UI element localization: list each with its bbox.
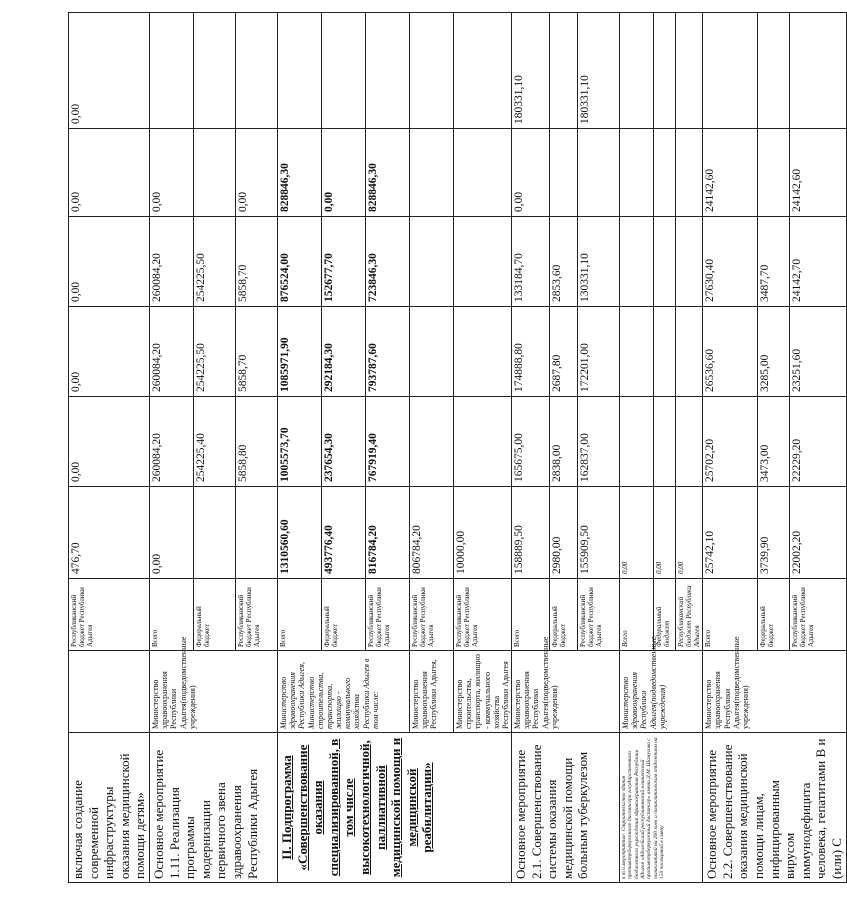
amount-cell: 5858,70	[235, 217, 277, 307]
amount-cell	[676, 397, 703, 487]
funding-source-cell: Федеральный бюджет	[757, 579, 790, 651]
amount-cell	[235, 13, 277, 129]
amount-cell: 876524,00	[277, 217, 321, 307]
amount-cell	[409, 397, 453, 487]
amount-cell: 24142,60	[703, 129, 757, 217]
amount-cell	[193, 487, 235, 579]
amount-cell: 828846,30	[277, 129, 321, 217]
funding-source-cell: Республиканский бюджет Республики Адыгея	[790, 579, 846, 651]
amount-cell: 2687,80	[550, 307, 578, 397]
amount-cell	[676, 129, 703, 217]
amount-cell: 25742,10	[703, 487, 757, 579]
amount-cell	[578, 129, 620, 217]
amount-cell: 0,00	[512, 129, 550, 217]
amount-cell	[550, 129, 578, 217]
executor-cell: Министерство здравоохранения Республики Адыгея,	[409, 651, 453, 733]
amount-cell: 22002,20	[790, 487, 846, 579]
funding-source-cell: Республиканский бюджет Республики Адыгея	[453, 579, 511, 651]
amount-cell: 806784,20	[409, 487, 453, 579]
amount-cell: 723846,30	[365, 217, 409, 307]
amount-cell: 0,00	[654, 487, 676, 579]
program-name-cell: в т.ч.мероприятие: Строительство здания противотуберкулезного диспансера государственного бюджетного учреждения здравоохранения Республики Адыгея «Адыгейский республиканский клинический противотуберкулезный диспансер» имени Д.М. Шамугова с поликлиникой на 200 коек и поликлиническим отделением на 150 посещений в смену	[620, 733, 703, 883]
amount-cell: 0,00	[69, 307, 150, 397]
amount-cell: 158889,50	[512, 487, 550, 579]
funding-source-cell: Федеральный бюджет	[654, 579, 676, 651]
amount-cell: 0,00	[676, 487, 703, 579]
amount-cell: 24142,70	[790, 217, 846, 307]
table-row	[277, 13, 321, 883]
amount-cell	[409, 13, 453, 129]
table-row	[512, 13, 550, 883]
amount-cell: 0,00	[69, 397, 150, 487]
funding-source-cell: Всего	[149, 579, 193, 651]
program-name-cell: Основное мероприятие 1.11. Реализация программы модернизации первичного звена здравоохранения Республики Адыгея	[149, 733, 277, 883]
amount-cell: 254225,50	[193, 217, 235, 307]
amount-cell: 0,00	[69, 129, 150, 217]
amount-cell	[409, 217, 453, 307]
executor-cell: Министерство здравоохранения Республики Адыгея(подведомственные учреждения)	[703, 651, 846, 733]
funding-source-cell: Всего	[277, 579, 321, 651]
amount-cell: 180331,10	[512, 13, 550, 129]
amount-cell: 2838,00	[550, 397, 578, 487]
amount-cell	[620, 129, 654, 217]
funding-source-cell: Всего	[512, 579, 550, 651]
amount-cell: 1310560,60	[277, 487, 321, 579]
funding-source-cell: Республиканский бюджет Республики Адыгея	[578, 579, 620, 651]
amount-cell: 3739,90	[757, 487, 790, 579]
program-name-cell: включая создание современной инфраструктуры оказания медицинской помощи детям»	[69, 733, 150, 883]
amount-cell	[654, 397, 676, 487]
funding-source-cell: Федеральный бюджет	[193, 579, 235, 651]
program-name-cell: Основное мероприятие 2.2. Совершенствование оказания медицинской помощи лицам, инфицированным вирусом иммунодефицита человека, гепатитами B и (или) C	[703, 733, 846, 883]
budget-table	[68, 12, 847, 883]
amount-cell	[453, 307, 511, 397]
amount-cell	[453, 13, 511, 129]
amount-cell: 5858,80	[235, 397, 277, 487]
funding-source-cell: Республиканский бюджет Республики Адыгея	[365, 579, 409, 651]
amount-cell: 254225,40	[193, 397, 235, 487]
amount-cell: 260084,20	[149, 307, 193, 397]
amount-cell	[321, 13, 365, 129]
amount-cell: 25702,20	[703, 397, 757, 487]
amount-cell	[193, 13, 235, 129]
funding-source-cell: Республиканский бюджет Республики Адыгея	[676, 579, 703, 651]
table-row	[149, 13, 193, 883]
executor-cell: Министерство строительства, транспорта, жилищно - коммунального хозяйства Республики Адыгея	[453, 651, 511, 733]
amount-cell: 22229,20	[790, 397, 846, 487]
amount-cell: 130331,10	[578, 217, 620, 307]
amount-cell	[790, 13, 846, 129]
table-row	[69, 13, 150, 883]
amount-cell	[620, 217, 654, 307]
executor-cell: Министерство здравоохранения Республики Адыгея(подведомственные учреждения)	[149, 651, 277, 733]
amount-cell: 152677,70	[321, 217, 365, 307]
amount-cell: 476,70	[69, 487, 150, 579]
amount-cell	[235, 487, 277, 579]
amount-cell	[365, 13, 409, 129]
funding-source-cell: Республиканский бюджет Республики Адыгея	[409, 579, 453, 651]
amount-cell	[149, 13, 193, 129]
amount-cell: 133184,70	[512, 217, 550, 307]
amount-cell: 162837,00	[578, 397, 620, 487]
amount-cell: 2980,00	[550, 487, 578, 579]
amount-cell	[453, 217, 511, 307]
executor-cell: Министерство здравоохранения Республики Адыгея(подведомственные учреждения)	[620, 651, 703, 733]
amount-cell: 180331,10	[578, 13, 620, 129]
table-row	[703, 13, 757, 883]
amount-cell: 0,00	[235, 129, 277, 217]
amount-cell: 1085971,90	[277, 307, 321, 397]
amount-cell	[654, 307, 676, 397]
amount-cell: 27630,40	[703, 217, 757, 307]
amount-cell	[453, 129, 511, 217]
amount-cell: 0,00	[321, 129, 365, 217]
amount-cell: 0,00	[69, 217, 150, 307]
amount-cell: 816784,20	[365, 487, 409, 579]
amount-cell: 26536,60	[703, 307, 757, 397]
amount-cell: 0,00	[620, 487, 654, 579]
amount-cell: 493776,40	[321, 487, 365, 579]
amount-cell	[193, 129, 235, 217]
amount-cell	[757, 13, 790, 129]
amount-cell: 2853,60	[550, 217, 578, 307]
executor-cell	[69, 651, 150, 733]
amount-cell	[757, 129, 790, 217]
amount-cell	[703, 13, 757, 129]
amount-cell: 0,00	[69, 13, 150, 129]
table-row	[620, 13, 654, 883]
amount-cell	[409, 307, 453, 397]
amount-cell: 260084,20	[149, 217, 193, 307]
amount-cell	[453, 397, 511, 487]
amount-cell: 1005573,70	[277, 397, 321, 487]
amount-cell: 3487,70	[757, 217, 790, 307]
amount-cell: 3285,00	[757, 307, 790, 397]
amount-cell: 260084,20	[149, 397, 193, 487]
amount-cell: 237654,30	[321, 397, 365, 487]
amount-cell	[620, 13, 654, 129]
amount-cell: 292184,30	[321, 307, 365, 397]
amount-cell: 0,00	[149, 487, 193, 579]
funding-source-cell: Федеральный бюджет	[321, 579, 365, 651]
amount-cell: 172201,00	[578, 307, 620, 397]
amount-cell	[676, 307, 703, 397]
funding-source-cell: Республиканский бюджет Республики Адыгея	[235, 579, 277, 651]
amount-cell: 174888,80	[512, 307, 550, 397]
amount-cell	[620, 307, 654, 397]
funding-source-cell: Всего	[620, 579, 654, 651]
amount-cell	[409, 129, 453, 217]
amount-cell	[654, 217, 676, 307]
amount-cell: 24142,60	[790, 129, 846, 217]
executor-cell: Министерство здравоохранения Республики Адыгея(подведомственные учреждения)	[512, 651, 620, 733]
funding-source-cell: Всего	[703, 579, 757, 651]
executor-cell: Министерство здравоохранения Республики Адыгея, Министерство строительства, транспорта, жилищно - коммунального хозяйства Республики Адыгея в том числе:	[277, 651, 409, 733]
amount-cell	[620, 397, 654, 487]
amount-cell: 767919,40	[365, 397, 409, 487]
amount-cell	[676, 217, 703, 307]
amount-cell: 155909,50	[578, 487, 620, 579]
amount-cell	[654, 13, 676, 129]
amount-cell: 5858,70	[235, 307, 277, 397]
amount-cell: 793787,60	[365, 307, 409, 397]
funding-source-cell: Федеральный бюджет	[550, 579, 578, 651]
amount-cell: 0,00	[149, 129, 193, 217]
amount-cell	[550, 13, 578, 129]
amount-cell: 254225,50	[193, 307, 235, 397]
amount-cell: 23251,60	[790, 307, 846, 397]
amount-cell	[676, 13, 703, 129]
program-name-cell: Основное мероприятие 2.1. Совершенствование системы оказания медицинской помощи больным туберкулезом	[512, 733, 620, 883]
amount-cell: 828846,30	[365, 129, 409, 217]
funding-source-cell: Республиканский бюджет Республики Адыгея	[69, 579, 150, 651]
amount-cell: 165675,00	[512, 397, 550, 487]
amount-cell	[654, 129, 676, 217]
amount-cell: 10000,00	[453, 487, 511, 579]
amount-cell	[277, 13, 321, 129]
amount-cell: 3473,00	[757, 397, 790, 487]
program-name-cell: II. Подпрограмма «Совершенствование оказания специализированной, в том числе высокотехнологичной, паллиативной медицинской помощи и медицинской реабилитации»	[277, 733, 511, 883]
